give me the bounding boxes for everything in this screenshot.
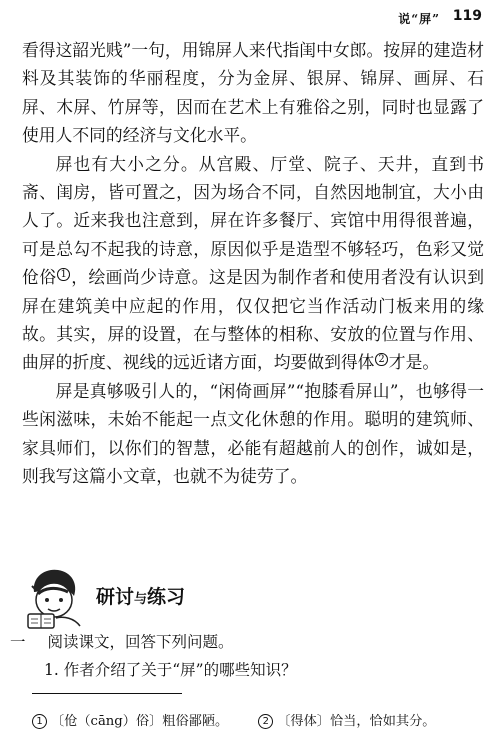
footnote-1-text: 〔伧（cāng）俗〕粗俗鄙陋。 — [51, 714, 229, 729]
footnote-2 — [258, 714, 435, 729]
question-1: 1. 作者介绍了关于“屏”的哪些知识？ — [44, 661, 297, 679]
footnote-1-mark: 1 — [32, 714, 47, 729]
running-title: 说“屏” — [398, 12, 440, 26]
paragraph-2-part-c: 才是。 — [388, 352, 440, 373]
footnote-2-mark: 2 — [258, 714, 273, 729]
exercise-header — [22, 560, 482, 630]
paragraph-1: 看得这韶光贱”一句，用锦屏人来代指闺中女郎。按屏的建造材料及其装饰的华丽程度，分为金屏、银屏、锦屏、画屏、石屏、木屏、竹屏等，因而在艺术上有雅俗之别，同时也显露了使用人不同的经济与文化水平。 — [22, 40, 484, 146]
footnote-ref-1[interactable]: 1 — [57, 268, 69, 281]
section-number: 一 — [10, 633, 26, 651]
footnotes — [32, 710, 492, 729]
exercise-title-and: 与 — [134, 592, 148, 607]
paragraph-2-part-a: 屏也有大小之分。从宫殿、厅堂、院子、天井，直到书斋、闺房，皆可置之，因为场合不同，自然因地制宜，大小由人了。近来我也注意到，屏在许多餐厅、宾馆中用得很普遍，可是总勾不起我的诗意，原因似乎是造型不够轻巧，色彩又觉伧俗 — [22, 153, 484, 288]
exercise-title-a: 研讨 — [96, 586, 135, 608]
paragraph-2-part-b: ，绘画尚少诗意。这是因为制作者和使用者没有认识到屏在建筑美中应起的作用，仅仅把它当作活动门板来用的缘故。其实，屏的设置，在与整体的相称、安放的位置与作用、曲屏的折度、视线的远近诸方面，均要做到得体 — [22, 267, 484, 373]
footnote-2-text: 〔得体〕恰当，恰如其分。 — [277, 714, 436, 729]
child-reading-icon — [22, 564, 86, 630]
page-header — [0, 8, 500, 28]
paragraph-3: 屏是真够吸引人的，“闲倚画屏”“抱膝看屏山”，也够得一些闲滋味，未始不能起一点文化休憩的作用。聪明的建筑师、家具师们，以你们的智慧，必能有超越前人的创作，诚如是，则我写这篇小文章，也就不为徒劳了。 — [22, 380, 484, 487]
exercise-section-1 — [10, 630, 234, 652]
exercise-title — [96, 582, 185, 609]
page-number: 119 — [452, 8, 482, 24]
footnote-divider — [32, 693, 182, 694]
paragraph-2 — [22, 150, 484, 377]
footnote-1 — [32, 714, 228, 729]
article-body — [22, 36, 484, 491]
footnote-ref-2[interactable]: 2 — [375, 353, 387, 366]
section-instruction: 阅读课文，回答下列问题。 — [47, 633, 234, 651]
exercise-title-b: 练习 — [147, 586, 186, 608]
